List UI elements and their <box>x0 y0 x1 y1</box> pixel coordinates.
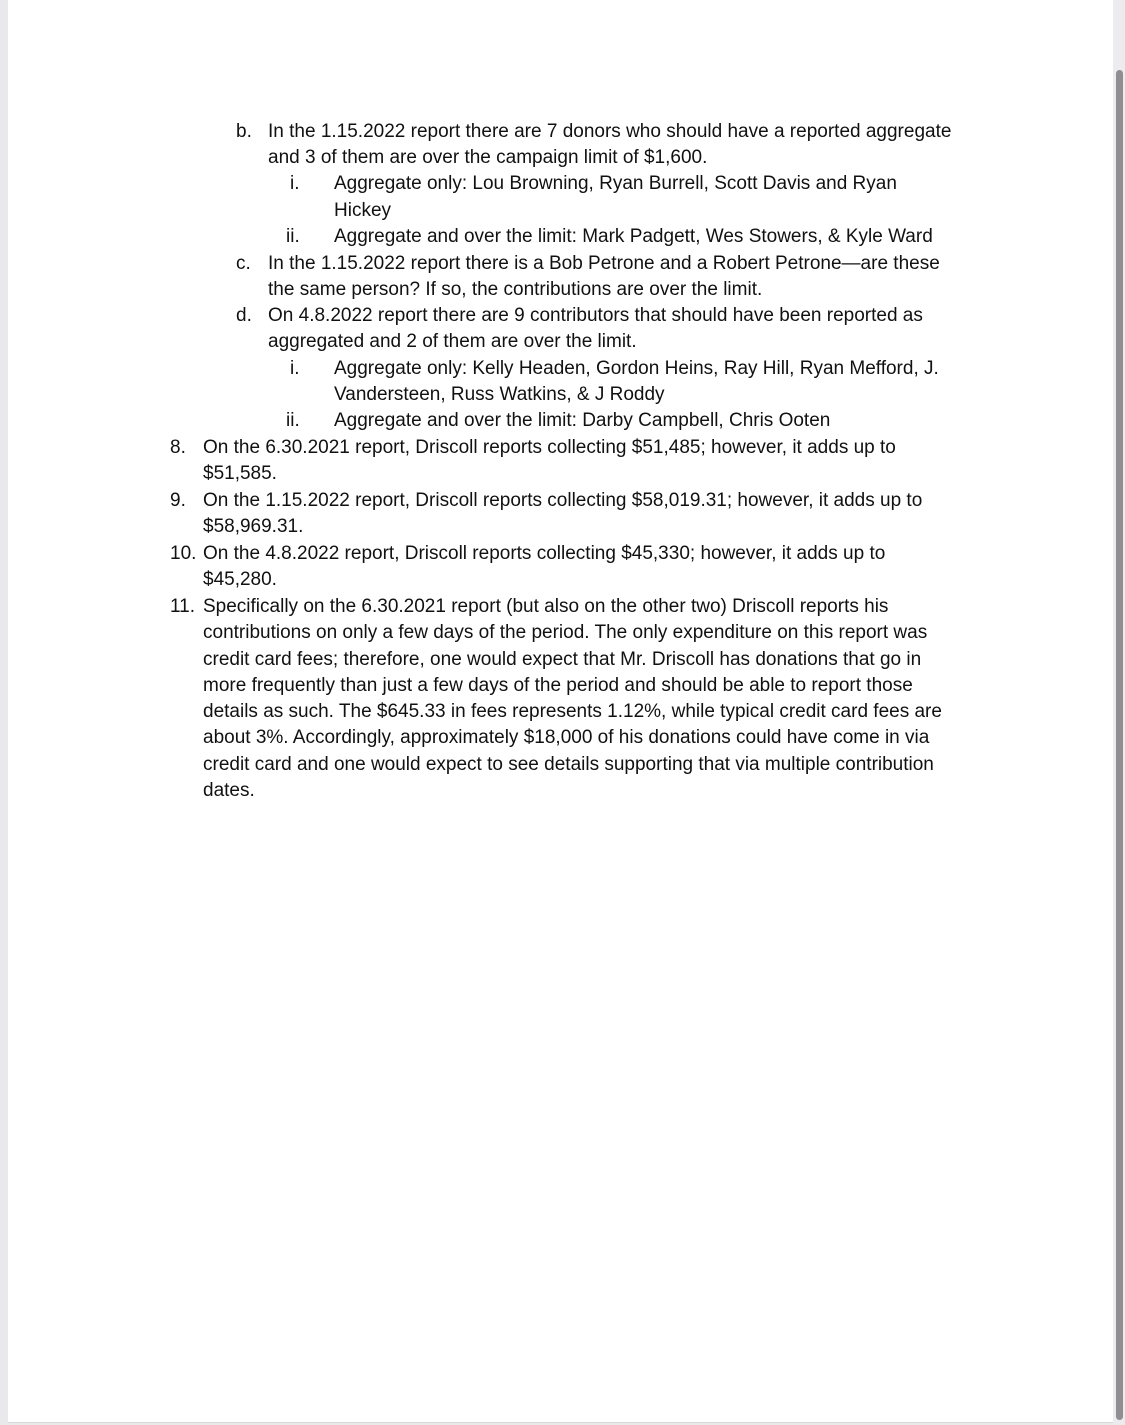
item-b-line-2: and 3 of them are over the campaign limit of $1,600. <box>268 147 708 168</box>
item-c-line-2: the same person? If so, the contributions are over the limit. <box>268 279 763 300</box>
item-10-line-1: On the 4.8.2022 report, Driscoll reports collecting $45,330; however, it adds up to <box>203 543 886 564</box>
item-11-line-8: dates. <box>203 780 255 801</box>
item-8-line-1: On the 6.30.2021 report, Driscoll reports collecting $51,485; however, it adds up to <box>203 437 896 458</box>
list-marker-b-i: i. <box>290 173 300 194</box>
list-marker-b-ii: ii. <box>286 226 300 247</box>
item-11-line-3: credit card fees; therefore, one would expect that Mr. Driscoll has donations that go in <box>203 649 922 670</box>
item-d-ii-line-1: Aggregate and over the limit: Darby Campbell, Chris Ooten <box>334 410 831 431</box>
document-page <box>8 0 1113 1423</box>
list-marker-11: 11. <box>170 596 196 617</box>
item-d-line-2: aggregated and 2 of them are over the limit. <box>268 331 637 352</box>
item-11-line-4: more frequently than just a few days of the period and should be able to report those <box>203 675 913 696</box>
item-11-line-5: details as such. The $645.33 in fees represents 1.12%, while typical credit card fees are <box>203 701 942 722</box>
list-marker-9: 9. <box>170 490 186 511</box>
item-11-line-7: credit card and one would expect to see details supporting that via multiple contribution <box>203 754 934 775</box>
item-9-line-2: $58,969.31. <box>203 516 304 537</box>
item-c-line-1: In the 1.15.2022 report there is a Bob Petrone and a Robert Petrone—are these <box>268 253 940 274</box>
item-d-i-line-1: Aggregate only: Kelly Headen, Gordon Heins, Ray Hill, Ryan Mefford, J. <box>334 358 939 379</box>
item-11-line-6: about 3%. Accordingly, approximately $18,000 of his donations could have come in via <box>203 727 930 748</box>
item-9-line-1: On the 1.15.2022 report, Driscoll reports collecting $58,019.31; however, it adds up to <box>203 490 923 511</box>
item-d-line-1: On 4.8.2022 report there are 9 contributors that should have been reported as <box>268 305 923 326</box>
item-8-line-2: $51,585. <box>203 463 277 484</box>
item-b-i-line-1: Aggregate only: Lou Browning, Ryan Burrell, Scott Davis and Ryan <box>334 173 897 194</box>
item-11-line-1: Specifically on the 6.30.2021 report (but also on the other two) Driscoll reports his <box>203 596 889 617</box>
list-marker-d: d. <box>236 305 252 326</box>
list-marker-d-ii: ii. <box>286 410 300 431</box>
scrollbar-thumb[interactable] <box>1116 70 1123 1420</box>
list-marker-10: 10. <box>170 543 197 564</box>
item-b-ii-line-1: Aggregate and over the limit: Mark Padgett, Wes Stowers, & Kyle Ward <box>334 226 933 247</box>
item-b-line-1: In the 1.15.2022 report there are 7 donors who should have a reported aggregate <box>268 121 952 142</box>
item-d-i-line-2: Vandersteen, Russ Watkins, & J Roddy <box>334 384 665 405</box>
item-b-i-line-2: Hickey <box>334 200 392 221</box>
list-marker-c: c. <box>236 253 251 274</box>
list-marker-b: b. <box>236 121 252 142</box>
item-10-line-2: $45,280. <box>203 569 277 590</box>
list-marker-d-i: i. <box>290 358 300 379</box>
vertical-scrollbar[interactable] <box>1113 0 1125 1425</box>
list-marker-8: 8. <box>170 437 186 458</box>
item-11-line-2: contributions on only a few days of the period. The only expenditure on this report was <box>203 622 928 643</box>
